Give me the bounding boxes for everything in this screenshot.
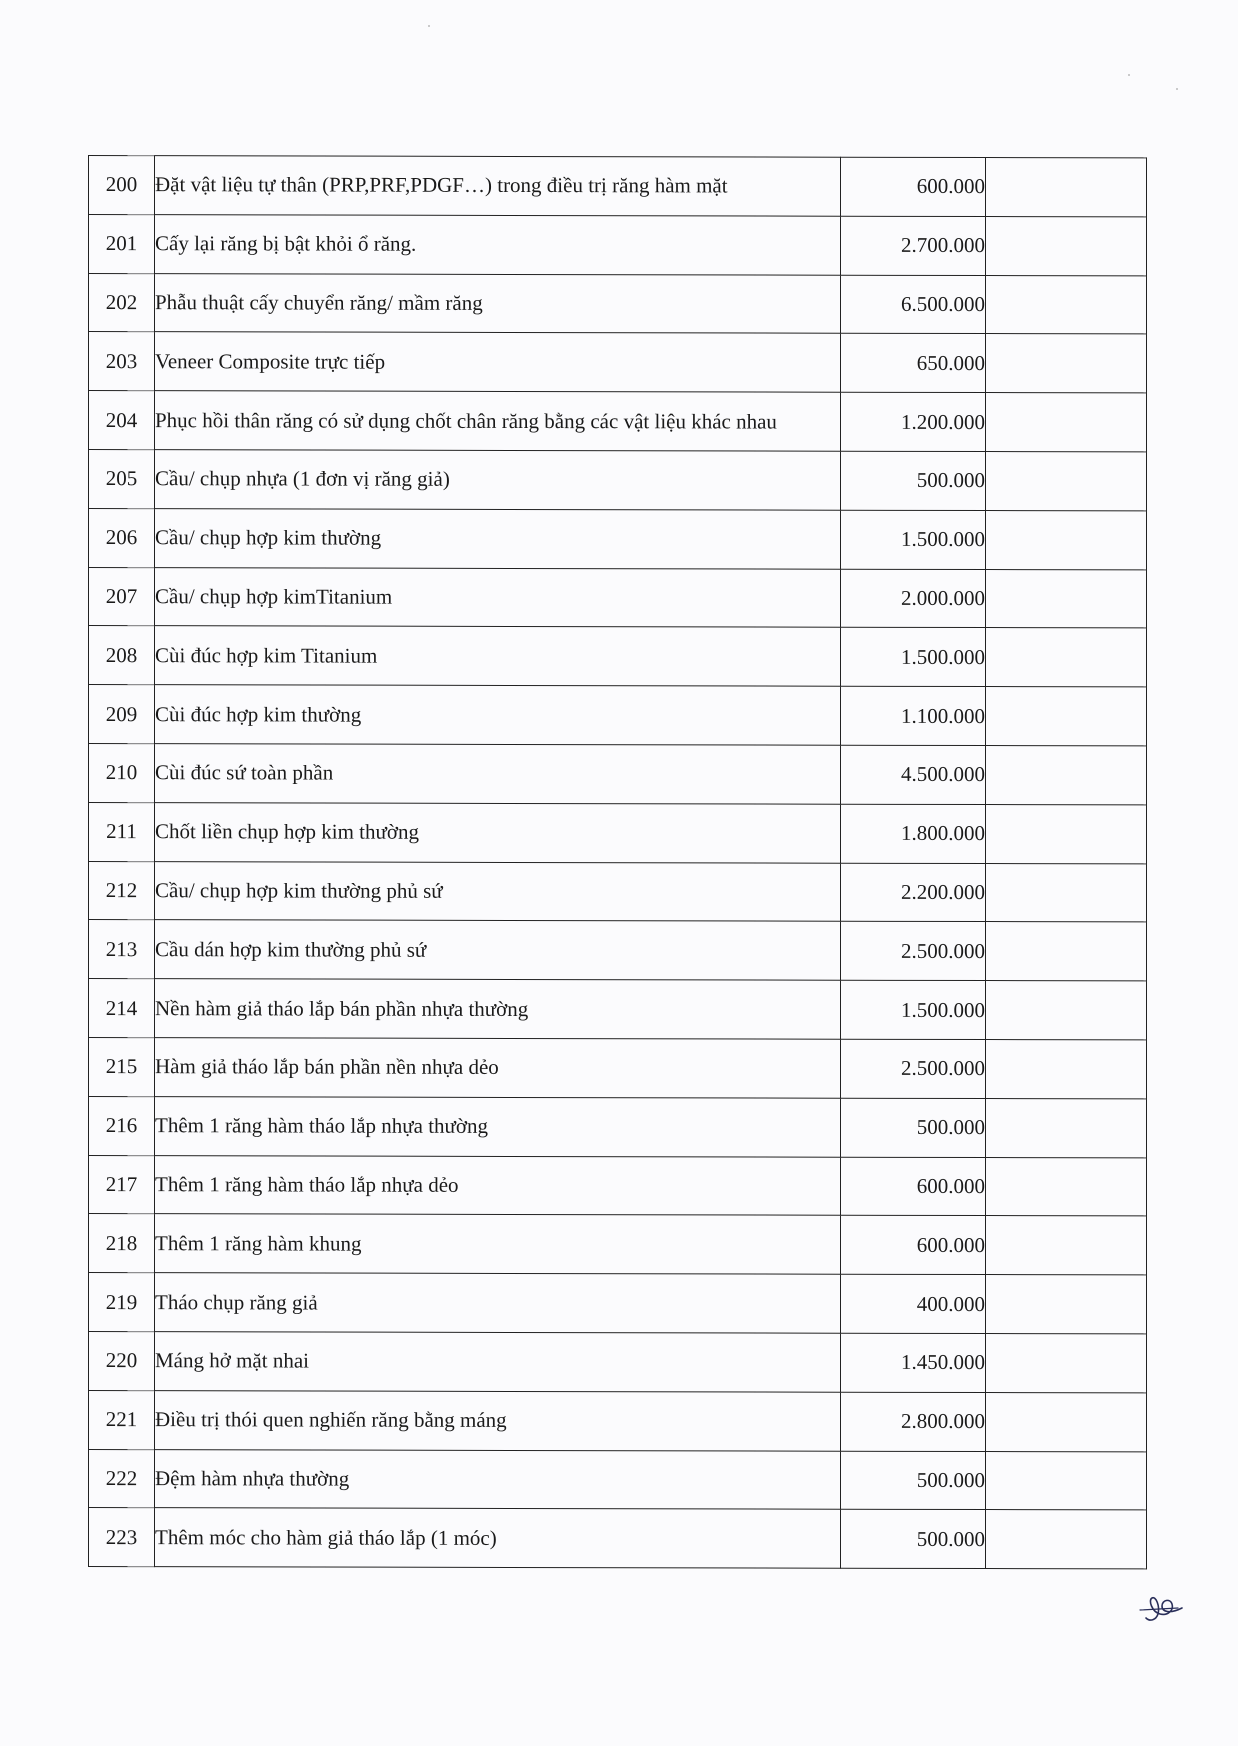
service-name: Thêm 1 răng hàm khung <box>155 1214 841 1274</box>
service-name: Phẫu thuật cấy chuyển răng/ mầm răng <box>155 273 841 333</box>
row-number: 200 <box>89 156 155 215</box>
service-name: Điều trị thói quen nghiến răng bằng máng <box>155 1390 841 1450</box>
service-name: Đặt vật liệu tự thân (PRP,PRF,PDGF…) trong điều trị răng hàm mặt <box>155 156 841 216</box>
service-price: 1.500.000 <box>841 980 986 1039</box>
service-name: Nền hàm giả tháo lắp bán phần nhựa thường <box>155 979 841 1039</box>
row-number: 205 <box>89 449 155 508</box>
row-number: 208 <box>89 626 155 685</box>
note-cell <box>986 275 1147 334</box>
service-price: 500.000 <box>841 1510 986 1569</box>
note-cell <box>986 1392 1147 1451</box>
note-cell <box>986 746 1147 805</box>
service-name: Thêm 1 răng hàm tháo lắp nhựa dẻo <box>155 1155 841 1215</box>
row-number: 220 <box>89 1331 155 1390</box>
row-number: 214 <box>89 979 155 1038</box>
table-row <box>89 214 1147 275</box>
service-price: 4.500.000 <box>841 745 986 804</box>
service-name: Cầu/ chụp nhựa (1 đơn vị răng giả) <box>155 450 841 510</box>
service-name: Phục hồi thân răng có sử dụng chốt chân răng bằng các vật liệu khác nhau <box>155 391 841 451</box>
service-price: 1.100.000 <box>841 686 986 745</box>
note-cell <box>986 628 1147 687</box>
service-name: Đệm hàm nhựa thường <box>155 1449 841 1509</box>
table-row <box>89 156 1147 217</box>
service-price: 600.000 <box>841 1216 986 1275</box>
service-price: 1.450.000 <box>841 1333 986 1392</box>
note-cell <box>986 216 1147 275</box>
service-price: 6.500.000 <box>841 275 986 334</box>
service-name: Cầu dán hợp kim thường phủ sứ <box>155 920 841 980</box>
service-name: Cấy lại răng bị bật khỏi ổ răng. <box>155 214 841 274</box>
table-row <box>89 1155 1147 1216</box>
service-price: 650.000 <box>841 334 986 393</box>
service-name: Thêm móc cho hàm giả tháo lắp (1 móc) <box>155 1508 841 1568</box>
scan-speck <box>1176 88 1178 90</box>
service-name: Hàm giả tháo lắp bán phần nền nhựa dẻo <box>155 1038 841 1098</box>
service-price: 2.700.000 <box>841 216 986 275</box>
note-cell <box>986 804 1147 863</box>
table-row <box>89 273 1147 334</box>
service-name: Cầu/ chụp hợp kimTitanium <box>155 567 841 627</box>
scan-speck <box>428 25 430 27</box>
table-row <box>89 1449 1147 1510</box>
row-number: 207 <box>89 567 155 626</box>
price-table-container <box>88 155 1146 1570</box>
table-row <box>89 626 1147 687</box>
row-number: 215 <box>89 1037 155 1096</box>
table-row <box>89 1037 1147 1098</box>
service-name: Chốt liền chụp hợp kim thường <box>155 802 841 862</box>
row-number: 221 <box>89 1390 155 1449</box>
row-number: 211 <box>89 802 155 861</box>
note-cell <box>986 393 1147 452</box>
service-price: 1.200.000 <box>841 392 986 451</box>
table-row <box>89 861 1147 922</box>
row-number: 212 <box>89 861 155 920</box>
note-cell <box>986 510 1147 569</box>
service-price: 500.000 <box>841 451 986 510</box>
row-number: 203 <box>89 332 155 391</box>
note-cell <box>986 1275 1147 1334</box>
table-row <box>89 567 1147 628</box>
table-row <box>89 802 1147 863</box>
service-price: 2.800.000 <box>841 1392 986 1451</box>
row-number: 222 <box>89 1449 155 1508</box>
table-row <box>89 391 1147 452</box>
row-number: 204 <box>89 391 155 450</box>
row-number: 219 <box>89 1273 155 1332</box>
row-number: 209 <box>89 685 155 744</box>
price-table-body <box>89 156 1147 1570</box>
note-cell <box>986 1157 1147 1216</box>
table-row <box>89 685 1147 746</box>
service-price: 600.000 <box>841 1157 986 1216</box>
service-price: 1.800.000 <box>841 804 986 863</box>
table-row <box>89 979 1147 1040</box>
service-name: Cùi đúc hợp kim thường <box>155 685 841 745</box>
service-name: Cùi đúc sứ toàn phần <box>155 744 841 804</box>
note-cell <box>986 1216 1147 1275</box>
note-cell <box>986 863 1147 922</box>
row-number: 206 <box>89 508 155 567</box>
row-number: 223 <box>89 1508 155 1567</box>
service-price: 2.000.000 <box>841 569 986 628</box>
service-name: Thêm 1 răng hàm tháo lắp nhựa thường <box>155 1096 841 1156</box>
row-number: 216 <box>89 1096 155 1155</box>
row-number: 218 <box>89 1214 155 1273</box>
table-row <box>89 743 1147 804</box>
note-cell <box>986 1039 1147 1098</box>
scan-speck <box>1128 74 1130 76</box>
service-name: Cầu/ chụp hợp kim thường phủ sứ <box>155 861 841 921</box>
service-price: 1.500.000 <box>841 628 986 687</box>
table-row <box>89 1390 1147 1451</box>
table-row <box>89 1273 1147 1334</box>
note-cell <box>986 158 1147 217</box>
note-cell <box>986 452 1147 511</box>
service-price: 500.000 <box>841 1451 986 1510</box>
row-number: 201 <box>89 214 155 273</box>
table-row <box>89 920 1147 981</box>
note-cell <box>986 569 1147 628</box>
note-cell <box>986 1510 1147 1569</box>
service-name: Tháo chụp răng giả <box>155 1273 841 1333</box>
service-name: Veneer Composite trực tiếp <box>155 332 841 392</box>
note-cell <box>986 687 1147 746</box>
note-cell <box>986 1333 1147 1392</box>
service-price: 600.000 <box>841 157 986 216</box>
service-price: 2.500.000 <box>841 922 986 981</box>
table-row <box>89 1096 1147 1157</box>
note-cell <box>986 1451 1147 1510</box>
row-number: 210 <box>89 743 155 802</box>
service-price: 400.000 <box>841 1274 986 1333</box>
row-number: 202 <box>89 273 155 332</box>
service-name: Cầu/ chụp hợp kim thường <box>155 508 841 568</box>
note-cell <box>986 334 1147 393</box>
service-price: 1.500.000 <box>841 510 986 569</box>
table-row <box>89 1214 1147 1275</box>
row-number: 217 <box>89 1155 155 1214</box>
table-row <box>89 1508 1147 1569</box>
note-cell <box>986 1098 1147 1157</box>
row-number: 213 <box>89 920 155 979</box>
service-name: Máng hở mặt nhai <box>155 1332 841 1392</box>
service-name: Cùi đúc hợp kim Titanium <box>155 626 841 686</box>
table-row <box>89 332 1147 393</box>
price-table <box>88 155 1147 1570</box>
service-price: 2.200.000 <box>841 863 986 922</box>
note-cell <box>986 922 1147 981</box>
table-row <box>89 449 1147 510</box>
service-price: 500.000 <box>841 1098 986 1157</box>
initials-signature <box>1138 1588 1186 1624</box>
table-row <box>89 1331 1147 1392</box>
service-price: 2.500.000 <box>841 1039 986 1098</box>
note-cell <box>986 981 1147 1040</box>
table-row <box>89 508 1147 569</box>
